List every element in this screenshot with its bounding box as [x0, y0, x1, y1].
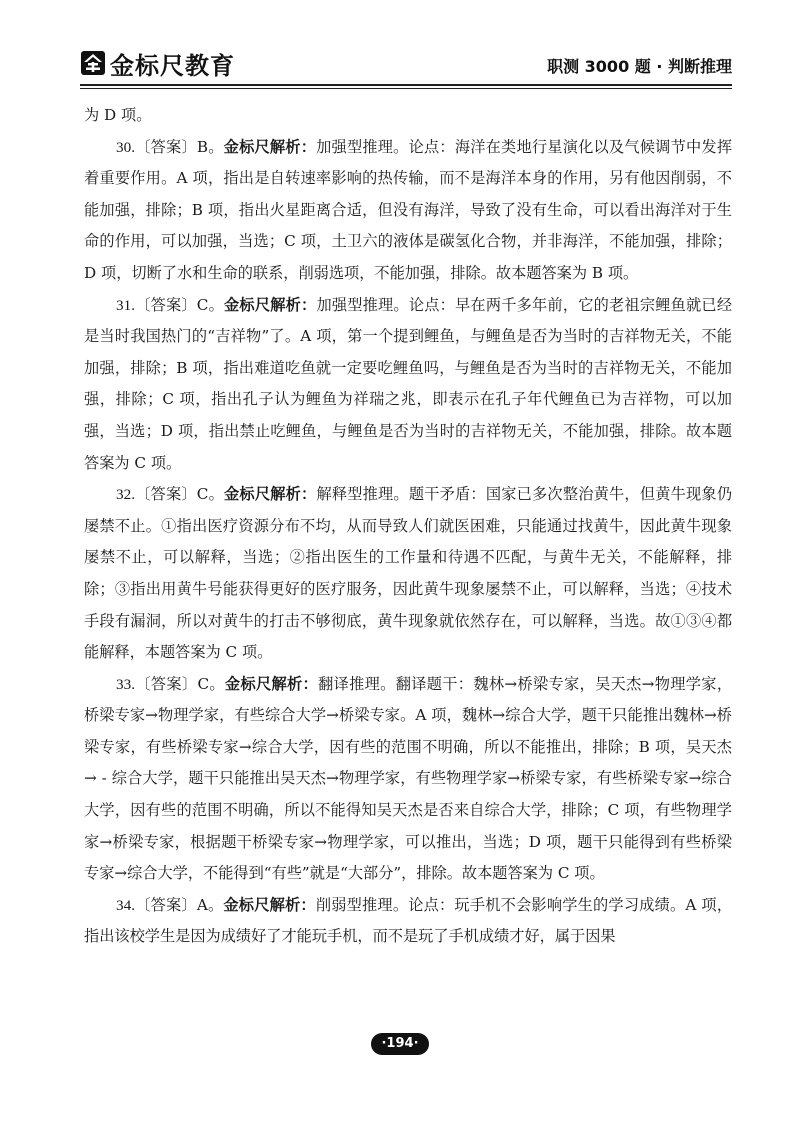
page-number-value: 194 — [386, 1036, 414, 1051]
answer-label: 〔答案〕 — [134, 295, 197, 314]
answer-value: C。 — [196, 485, 225, 504]
page-number: ·194· — [371, 1033, 428, 1055]
analysis-text: 削弱型推理。论点：玩手机不会影响学生的学习成绩。A 项，指出该校学生是因为成绩好了才能玩手机，而不是玩了手机成绩才好，属于因果 — [84, 895, 733, 946]
book-title: 职测 3000 题 · 判断推理 — [547, 57, 732, 76]
answer-34 — [84, 890, 732, 953]
analysis-label: 金标尺解析： — [224, 485, 317, 504]
answer-label: 〔答案〕 — [134, 895, 197, 914]
analysis-text: 解释型推理。题干矛盾：国家已多次整治黄牛，但黄牛现象仍屡禁不止。①指出医疗资源分布不均，从而导致人们就医困难，只能通过找黄牛，因此黄牛现象屡禁不止，可以解释，当选；②指出医生的工作量和待遇不匹配，与黄牛无关，不能解释，排除；③指出用黄牛号能获得更好的医疗服务，因此黄牛现象屡禁不止，可以解释，当选；④技术手段有漏洞，所以对黄牛的打击不够彻底，黄牛现象就依然存在，可以解释，当选。故①③④都能解释，本题答案为 C 项。 — [84, 485, 733, 662]
analysis-label: 金标尺解析： — [223, 895, 316, 914]
page-content — [84, 100, 732, 953]
question-number: 34. — [116, 896, 135, 914]
question-number: 31. — [116, 296, 135, 314]
answer-label: 〔答案〕 — [134, 674, 198, 693]
page-header — [80, 48, 732, 82]
header-divider — [80, 84, 732, 86]
answer-32 — [84, 479, 732, 669]
answer-31 — [84, 290, 732, 480]
analysis-text: 加强型推理。论点：海洋在类地行星演化以及气候调节中发挥着重要作用。A 项，指出是自转速率影响的热传输，而不是海洋本身的作用，另有他因削弱，不能加强，排除；B 项，指出火星距离合适，但没有海洋，导致了没有生命，可以看出海洋对于生命的作用，可以加强，当选；C 项，土卫六的液体是碳氢化合物，并非海洋，不能加强，排除；D 项，切断了水和生命的联系，削弱选项，不能加强，排除。故本题答案为 B 项。 — [84, 137, 732, 282]
paragraph-continued: 为 D 项。 — [84, 106, 152, 124]
brand-logo — [80, 48, 235, 78]
answer-label: 〔答案〕 — [134, 485, 197, 504]
answer-value: C。 — [196, 295, 225, 314]
logo-text: 金标尺教育 — [110, 51, 235, 80]
answer-value: A。 — [196, 895, 224, 914]
analysis-label: 金标尺解析： — [224, 674, 319, 693]
answer-value: B。 — [196, 137, 224, 156]
answer-value: C。 — [197, 674, 225, 693]
answer-30 — [84, 132, 732, 290]
answer-33 — [84, 669, 732, 890]
logo-mark-icon — [80, 50, 106, 76]
question-number: 30. — [116, 138, 135, 156]
analysis-text: 加强型推理。论点：早在两千多年前，它的老祖宗鲤鱼就已经是当时我国热门的“吉祥物”了。A 项，第一个提到鲤鱼，与鲤鱼是否为当时的吉祥物无关，不能加强，排除；B 项，指出难道吃鱼就一定要吃鲤鱼吗，与鲤鱼是否为当时的吉祥物无关，不能加强，排除；C 项，指出孔子认为鲤鱼为祥瑞之兆，即表示在孔子年代鲤鱼已为吉祥物，可以加强，当选；D 项，指出禁止吃鲤鱼，与鲤鱼是否为当时的吉祥物无关，不能加强，排除。故本题答案为 C 项。 — [84, 295, 733, 472]
question-number: 32. — [116, 486, 135, 504]
analysis-label: 金标尺解析： — [224, 295, 317, 314]
answer-label: 〔答案〕 — [134, 137, 197, 156]
header-divider-thin — [80, 88, 732, 89]
analysis-text: 翻译推理。翻译题干：魏林→桥梁专家，吴天杰→物理学家，桥梁专家→物理学家，有些综合大学→桥梁专家。A 项，魏林→综合大学，题干只能推出魏林→桥梁专家，有些桥梁专家→综合大学，因有些的范围不明确，所以不能推出，排除；B 项，吴天杰→ - 综合大学，题干只能推出吴天杰→物理学家，有些物理学家→桥梁专家，有些桥梁专家→综合大学，因有些的范围不明确，所以不能得知吴天杰是否来自综合大学，排除；C 项，有些物理学家→桥梁专家，根据题干桥梁专家→物理学家，可以推出，当选；D 项，题干只能得到有些桥梁专家→综合大学，不能得到“有些”就是“大部分”，排除。故本题答案为 C 项。 — [84, 674, 733, 883]
analysis-label: 金标尺解析： — [223, 137, 317, 156]
page-footer — [0, 1032, 800, 1055]
question-number: 33. — [116, 675, 135, 693]
